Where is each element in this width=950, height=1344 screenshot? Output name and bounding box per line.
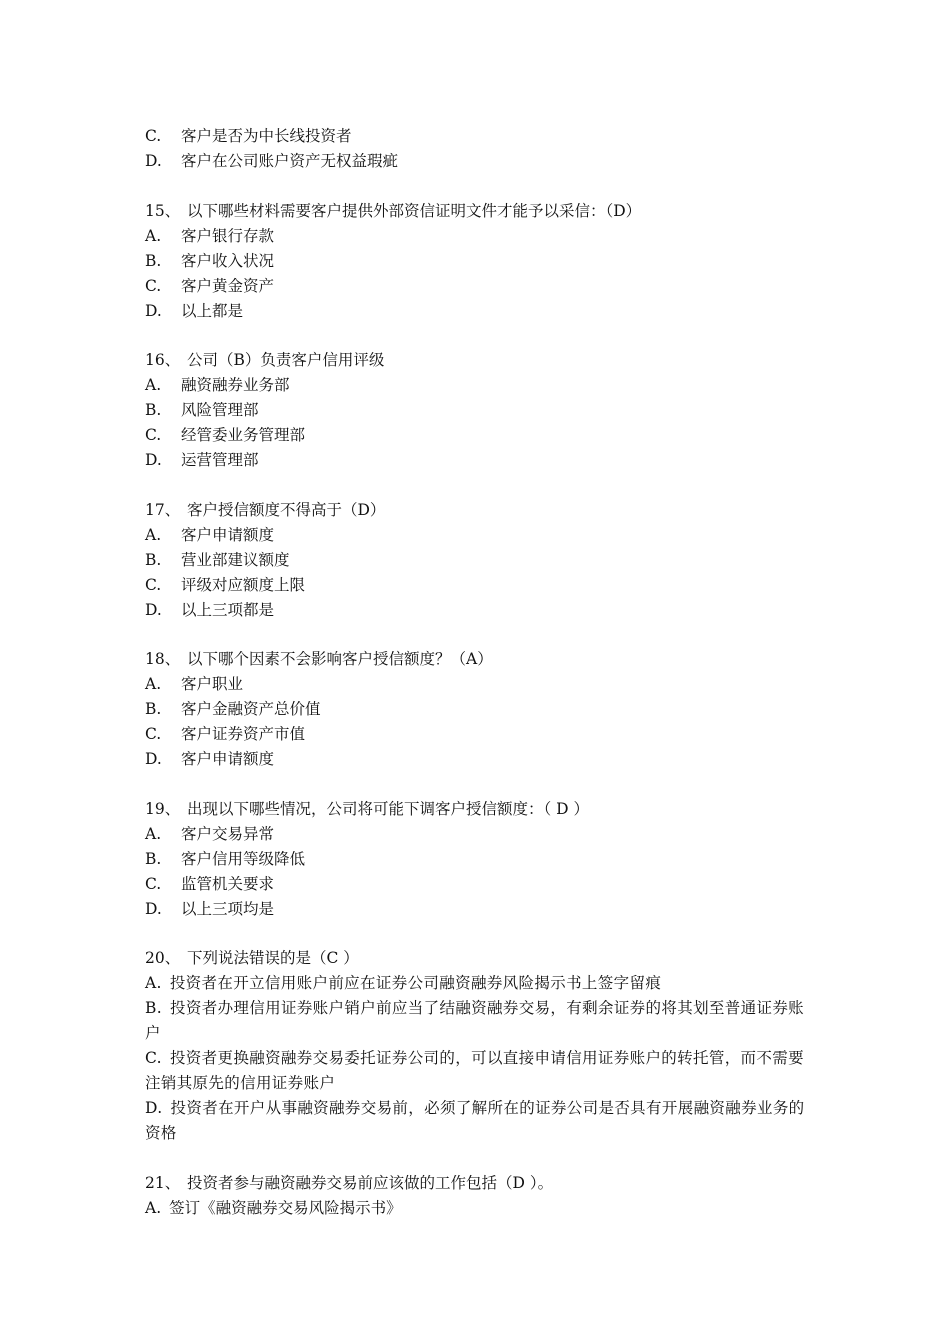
option-d xyxy=(145,149,810,174)
spacer xyxy=(145,623,810,648)
option-text: 客户交易异常 xyxy=(181,824,275,843)
option-letter: C. xyxy=(145,426,162,444)
option-text: 评级对应额度上限 xyxy=(181,575,306,594)
question-line xyxy=(145,647,810,672)
question-text: 出现以下哪些情况，公司将可能下调客户授信额度：（ D ） xyxy=(187,799,590,818)
option-text: 以上都是 xyxy=(181,301,244,320)
question-text: 投资者参与融资融券交易前应该做的工作包括（D ）。 xyxy=(187,1173,554,1192)
option-c xyxy=(145,274,810,299)
option-letter: A. xyxy=(145,675,162,693)
spacer xyxy=(145,772,810,797)
option-text: 客户金融资产总价值 xyxy=(181,700,321,718)
option-letter: A. xyxy=(145,1198,162,1217)
document-page xyxy=(145,124,810,1221)
option-letter: C. xyxy=(145,725,162,743)
option-text: 经管委业务管理部 xyxy=(181,426,306,444)
option-text: 以上三项均是 xyxy=(181,899,275,918)
option-text: 客户信用等级降低 xyxy=(181,849,306,868)
option-letter: D. xyxy=(145,1099,163,1117)
option-text: 客户银行存款 xyxy=(181,226,275,245)
option-b xyxy=(145,996,810,1046)
option-text: 投资者更换融资融券交易委托证券公司的，可以直接申请信用证券账户的转托管，而不需要注销其原先的信用证券账户 xyxy=(145,1049,804,1092)
option-letter: C. xyxy=(145,127,162,145)
option-letter: B. xyxy=(145,401,162,419)
option-d xyxy=(145,448,810,473)
question-line xyxy=(145,498,810,523)
question-number: 21、 xyxy=(145,1173,181,1192)
option-text: 客户证券资产市值 xyxy=(181,725,306,743)
option-letter: B. xyxy=(145,700,162,718)
option-letter: D. xyxy=(145,750,162,768)
question-line xyxy=(145,797,810,822)
option-letter: B. xyxy=(145,849,162,868)
option-text: 融资融券业务部 xyxy=(181,376,290,394)
option-text: 客户申请额度 xyxy=(181,525,275,544)
option-text: 运营管理部 xyxy=(181,451,259,469)
question-block-19 xyxy=(145,797,810,922)
question-line xyxy=(145,199,810,224)
option-c xyxy=(145,124,810,149)
question-block-14-continued xyxy=(145,124,810,174)
option-letter: A. xyxy=(145,376,162,394)
option-letter: C. xyxy=(145,575,162,594)
option-text: 客户在公司账户资产无权益瑕疵 xyxy=(181,152,399,170)
question-text: 下列说法错误的是（C ） xyxy=(187,949,359,967)
option-d xyxy=(145,747,810,772)
question-block-21 xyxy=(145,1171,810,1221)
option-c xyxy=(145,573,810,598)
question-block-16 xyxy=(145,348,810,473)
option-letter: D. xyxy=(145,451,162,469)
option-letter: D. xyxy=(145,899,162,918)
option-text: 风险管理部 xyxy=(181,401,259,419)
question-number: 15、 xyxy=(145,201,181,220)
question-block-18 xyxy=(145,647,810,772)
option-a xyxy=(145,523,810,548)
spacer xyxy=(145,922,810,947)
option-text: 监管机关要求 xyxy=(181,874,275,893)
option-c xyxy=(145,1046,810,1096)
question-text: 以下哪些材料需要客户提供外部资信证明文件才能予以采信：（D） xyxy=(187,201,642,220)
option-d xyxy=(145,1096,810,1146)
spacer xyxy=(145,324,810,349)
option-text: 签订《融资融券交易风险揭示书》 xyxy=(169,1198,402,1217)
option-c xyxy=(145,872,810,897)
option-a xyxy=(145,822,810,847)
option-text: 客户收入状况 xyxy=(181,251,275,270)
option-d xyxy=(145,897,810,922)
option-b xyxy=(145,398,810,423)
spacer xyxy=(145,1146,810,1171)
option-text: 投资者在开户从事融资融券交易前，必须了解所在的证券公司是否具有开展融资融券业务的资格 xyxy=(145,1099,805,1142)
option-letter: C. xyxy=(145,874,162,893)
option-text: 客户申请额度 xyxy=(181,750,275,768)
question-text: 公司（B）负责客户信用评级 xyxy=(187,351,385,369)
question-number: 17、 xyxy=(145,500,181,519)
question-block-20 xyxy=(145,946,810,1146)
option-a xyxy=(145,373,810,398)
option-letter: C. xyxy=(145,276,162,295)
option-c xyxy=(145,722,810,747)
option-b xyxy=(145,249,810,274)
option-text: 投资者在开立信用账户前应在证券公司融资融券风险揭示书上签字留痕 xyxy=(169,974,662,992)
question-text: 以下哪个因素不会影响客户授信额度？（A） xyxy=(187,650,493,668)
option-a xyxy=(145,224,810,249)
option-letter: D. xyxy=(145,152,162,170)
option-letter: B. xyxy=(145,999,163,1017)
option-text: 投资者办理信用证券账户销户前应当了结融资融券交易，有剩余证券的将其划至普通证券账户 xyxy=(145,999,805,1042)
option-text: 客户职业 xyxy=(181,675,244,693)
option-b xyxy=(145,548,810,573)
option-letter: A. xyxy=(145,226,162,245)
question-line xyxy=(145,1171,810,1196)
option-d xyxy=(145,598,810,623)
option-c xyxy=(145,423,810,448)
question-text: 客户授信额度不得高于（D） xyxy=(187,500,386,519)
question-block-17 xyxy=(145,498,810,623)
option-letter: C. xyxy=(145,1049,162,1067)
option-a xyxy=(145,1196,810,1221)
option-text: 客户黄金资产 xyxy=(181,276,275,295)
option-text: 营业部建议额度 xyxy=(181,550,290,569)
option-letter: A. xyxy=(145,824,162,843)
option-d xyxy=(145,299,810,324)
question-number: 18、 xyxy=(145,650,181,668)
question-block-15 xyxy=(145,199,810,324)
option-a xyxy=(145,971,810,996)
option-letter: A. xyxy=(145,525,162,544)
option-text: 以上三项都是 xyxy=(181,600,275,619)
option-letter: D. xyxy=(145,301,162,320)
option-text: 客户是否为中长线投资者 xyxy=(181,127,352,145)
option-b xyxy=(145,847,810,872)
spacer xyxy=(145,174,810,199)
question-number: 19、 xyxy=(145,799,181,818)
question-number: 20、 xyxy=(145,949,181,967)
option-letter: A. xyxy=(145,974,162,992)
question-line xyxy=(145,348,810,373)
spacer xyxy=(145,473,810,498)
option-b xyxy=(145,697,810,722)
option-a xyxy=(145,672,810,697)
option-letter: B. xyxy=(145,550,162,569)
option-letter: B. xyxy=(145,251,162,270)
question-number: 16、 xyxy=(145,351,181,369)
option-letter: D. xyxy=(145,600,162,619)
question-line xyxy=(145,946,810,971)
